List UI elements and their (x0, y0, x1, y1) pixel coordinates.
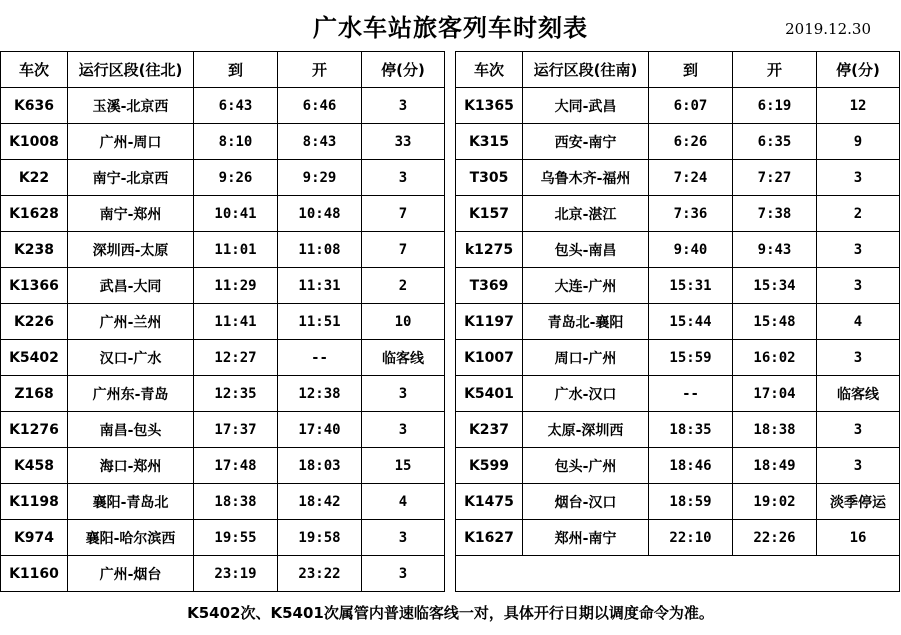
table-header-row (1, 52, 445, 88)
stop-minutes-cell: 10 (362, 304, 445, 340)
header-arrive: 到 (194, 52, 278, 88)
depart-time-cell: 6:19 (733, 88, 817, 124)
section-cell: 乌鲁木齐-福州 (523, 160, 649, 196)
northbound-table (0, 51, 445, 592)
header-depart: 开 (278, 52, 362, 88)
arrive-time-cell: 10:41 (194, 196, 278, 232)
arrive-time-cell: 17:48 (194, 448, 278, 484)
section-cell: 包头-广州 (523, 448, 649, 484)
table-row (1, 556, 445, 592)
depart-time-cell: 17:04 (733, 376, 817, 412)
table-row (1, 376, 445, 412)
stop-minutes-cell: 4 (362, 484, 445, 520)
section-cell: 西安-南宁 (523, 124, 649, 160)
table-row (456, 412, 900, 448)
train-number-cell: K238 (1, 232, 68, 268)
section-cell: 深圳西-太原 (68, 232, 194, 268)
stop-minutes-cell: 16 (817, 520, 900, 556)
arrive-time-cell: 11:29 (194, 268, 278, 304)
arrive-time-cell: 11:41 (194, 304, 278, 340)
arrive-time-cell: 12:27 (194, 340, 278, 376)
depart-time-cell: 9:29 (278, 160, 362, 196)
section-cell: 包头-南昌 (523, 232, 649, 268)
depart-time-cell: 18:49 (733, 448, 817, 484)
depart-time-cell: 12:38 (278, 376, 362, 412)
table-row (1, 340, 445, 376)
section-cell: 襄阳-哈尔滨西 (68, 520, 194, 556)
table-row (1, 88, 445, 124)
depart-time-cell: 18:03 (278, 448, 362, 484)
stop-minutes-cell: 3 (817, 160, 900, 196)
stop-minutes-cell: 3 (362, 412, 445, 448)
empty-cell (456, 556, 900, 592)
section-cell: 广水-汉口 (523, 376, 649, 412)
section-cell: 广州-烟台 (68, 556, 194, 592)
section-cell: 周口-广州 (523, 340, 649, 376)
depart-time-cell: 16:02 (733, 340, 817, 376)
table-row (1, 520, 445, 556)
section-cell: 南宁-北京西 (68, 160, 194, 196)
train-number-cell: K1198 (1, 484, 68, 520)
train-number-cell: K1008 (1, 124, 68, 160)
depart-time-cell: 6:35 (733, 124, 817, 160)
arrive-time-cell: 15:44 (649, 304, 733, 340)
southbound-rows (456, 88, 900, 592)
section-cell: 汉口-广水 (68, 340, 194, 376)
section-cell: 广州东-青岛 (68, 376, 194, 412)
depart-time-cell: 23:22 (278, 556, 362, 592)
header-stop: 停(分) (817, 52, 900, 88)
table-row (1, 232, 445, 268)
train-number-cell: Z168 (1, 376, 68, 412)
table-row (456, 304, 900, 340)
arrive-time-cell: 11:01 (194, 232, 278, 268)
table-row (456, 160, 900, 196)
train-number-cell: k1275 (456, 232, 523, 268)
table-row (456, 484, 900, 520)
arrive-time-cell: 12:35 (194, 376, 278, 412)
train-number-cell: K1365 (456, 88, 523, 124)
stop-minutes-cell: 3 (362, 160, 445, 196)
depart-time-cell: 19:02 (733, 484, 817, 520)
stop-minutes-cell: 3 (817, 232, 900, 268)
table-row (1, 124, 445, 160)
train-number-cell: K1160 (1, 556, 68, 592)
table-header-row (456, 52, 900, 88)
header-train: 车次 (1, 52, 68, 88)
train-number-cell: K1366 (1, 268, 68, 304)
stop-minutes-cell: 3 (362, 520, 445, 556)
header-depart: 开 (733, 52, 817, 88)
depart-time-cell: 15:34 (733, 268, 817, 304)
arrive-time-cell: 6:07 (649, 88, 733, 124)
depart-time-cell: 10:48 (278, 196, 362, 232)
arrive-time-cell: 19:55 (194, 520, 278, 556)
depart-time-cell: 6:46 (278, 88, 362, 124)
depart-time-cell: 15:48 (733, 304, 817, 340)
header-section: 运行区段(往南) (523, 52, 649, 88)
stop-minutes-cell: 2 (817, 196, 900, 232)
stop-minutes-cell: 淡季停运 (817, 484, 900, 520)
arrive-time-cell: 17:37 (194, 412, 278, 448)
depart-time-cell: 9:43 (733, 232, 817, 268)
depart-time-cell: 11:08 (278, 232, 362, 268)
section-cell: 北京-湛江 (523, 196, 649, 232)
depart-time-cell: 8:43 (278, 124, 362, 160)
arrive-time-cell: 15:59 (649, 340, 733, 376)
depart-time-cell: 7:38 (733, 196, 817, 232)
header-train: 车次 (456, 52, 523, 88)
section-cell: 玉溪-北京西 (68, 88, 194, 124)
section-cell: 大同-武昌 (523, 88, 649, 124)
section-cell: 烟台-汉口 (523, 484, 649, 520)
train-number-cell: K237 (456, 412, 523, 448)
table-row (1, 304, 445, 340)
stop-minutes-cell: 3 (362, 556, 445, 592)
section-cell: 南昌-包头 (68, 412, 194, 448)
table-row (1, 484, 445, 520)
section-cell: 大连-广州 (523, 268, 649, 304)
stop-minutes-cell: 3 (817, 412, 900, 448)
timetable-date: 2019.12.30 (785, 20, 871, 38)
header-section: 运行区段(往北) (68, 52, 194, 88)
stop-minutes-cell: 临客线 (817, 376, 900, 412)
stop-minutes-cell: 3 (362, 88, 445, 124)
stop-minutes-cell: 4 (817, 304, 900, 340)
header-stop: 停(分) (362, 52, 445, 88)
arrive-time-cell: 9:26 (194, 160, 278, 196)
stop-minutes-cell: 3 (817, 448, 900, 484)
southbound-table-wrap (455, 51, 899, 592)
table-row (456, 520, 900, 556)
depart-time-cell: 18:38 (733, 412, 817, 448)
section-cell: 海口-郑州 (68, 448, 194, 484)
train-number-cell: K599 (456, 448, 523, 484)
stop-minutes-cell: 15 (362, 448, 445, 484)
table-row (456, 124, 900, 160)
train-number-cell: K636 (1, 88, 68, 124)
section-cell: 郑州-南宁 (523, 520, 649, 556)
stop-minutes-cell: 12 (817, 88, 900, 124)
page-title: 广水车站旅客列车时刻表 (313, 14, 588, 42)
table-row (456, 448, 900, 484)
train-number-cell: K1628 (1, 196, 68, 232)
train-number-cell: K1007 (456, 340, 523, 376)
table-row (456, 376, 900, 412)
arrive-time-cell: 18:59 (649, 484, 733, 520)
train-number-cell: K315 (456, 124, 523, 160)
southbound-table (455, 51, 900, 592)
arrive-time-cell: 7:36 (649, 196, 733, 232)
empty-row (456, 556, 900, 592)
train-number-cell: K157 (456, 196, 523, 232)
stop-minutes-cell: 7 (362, 196, 445, 232)
arrive-time-cell: 23:19 (194, 556, 278, 592)
arrive-time-cell: 22:10 (649, 520, 733, 556)
train-number-cell: K1276 (1, 412, 68, 448)
footnote: K5402次、K5401次属管内普速临客线一对，具体开行日期以调度命令为准。 (187, 604, 714, 622)
table-row (1, 196, 445, 232)
train-number-cell: K1475 (456, 484, 523, 520)
depart-time-cell: 22:26 (733, 520, 817, 556)
section-cell: 广州-兰州 (68, 304, 194, 340)
arrive-time-cell: 18:38 (194, 484, 278, 520)
table-row (1, 412, 445, 448)
section-cell: 太原-深圳西 (523, 412, 649, 448)
arrive-time-cell: 7:24 (649, 160, 733, 196)
stop-minutes-cell: 3 (817, 340, 900, 376)
arrive-time-cell: 18:35 (649, 412, 733, 448)
arrive-time-cell: 6:43 (194, 88, 278, 124)
train-number-cell: K5401 (456, 376, 523, 412)
table-row (1, 268, 445, 304)
train-number-cell: K1197 (456, 304, 523, 340)
train-number-cell: T369 (456, 268, 523, 304)
table-row (1, 160, 445, 196)
depart-time-cell: 17:40 (278, 412, 362, 448)
arrive-time-cell: -- (649, 376, 733, 412)
stop-minutes-cell: 3 (817, 268, 900, 304)
depart-time-cell: 18:42 (278, 484, 362, 520)
train-number-cell: K458 (1, 448, 68, 484)
northbound-rows (1, 88, 445, 592)
stop-minutes-cell: 33 (362, 124, 445, 160)
train-number-cell: K22 (1, 160, 68, 196)
stop-minutes-cell: 2 (362, 268, 445, 304)
arrive-time-cell: 15:31 (649, 268, 733, 304)
depart-time-cell: 11:31 (278, 268, 362, 304)
table-row (1, 448, 445, 484)
table-row (456, 268, 900, 304)
section-cell: 广州-周口 (68, 124, 194, 160)
train-number-cell: K226 (1, 304, 68, 340)
table-row (456, 88, 900, 124)
stop-minutes-cell: 7 (362, 232, 445, 268)
section-cell: 青岛北-襄阳 (523, 304, 649, 340)
arrive-time-cell: 18:46 (649, 448, 733, 484)
depart-time-cell: 19:58 (278, 520, 362, 556)
northbound-table-wrap (0, 51, 444, 592)
stop-minutes-cell: 临客线 (362, 340, 445, 376)
section-cell: 南宁-郑州 (68, 196, 194, 232)
section-cell: 襄阳-青岛北 (68, 484, 194, 520)
stop-minutes-cell: 9 (817, 124, 900, 160)
stop-minutes-cell: 3 (362, 376, 445, 412)
arrive-time-cell: 9:40 (649, 232, 733, 268)
section-cell: 武昌-大同 (68, 268, 194, 304)
arrive-time-cell: 6:26 (649, 124, 733, 160)
table-row (456, 232, 900, 268)
depart-time-cell: 11:51 (278, 304, 362, 340)
table-row (456, 340, 900, 376)
train-number-cell: K5402 (1, 340, 68, 376)
depart-time-cell: 7:27 (733, 160, 817, 196)
train-number-cell: K1627 (456, 520, 523, 556)
train-number-cell: T305 (456, 160, 523, 196)
table-row (456, 196, 900, 232)
header-arrive: 到 (649, 52, 733, 88)
depart-time-cell: -- (278, 340, 362, 376)
arrive-time-cell: 8:10 (194, 124, 278, 160)
train-number-cell: K974 (1, 520, 68, 556)
